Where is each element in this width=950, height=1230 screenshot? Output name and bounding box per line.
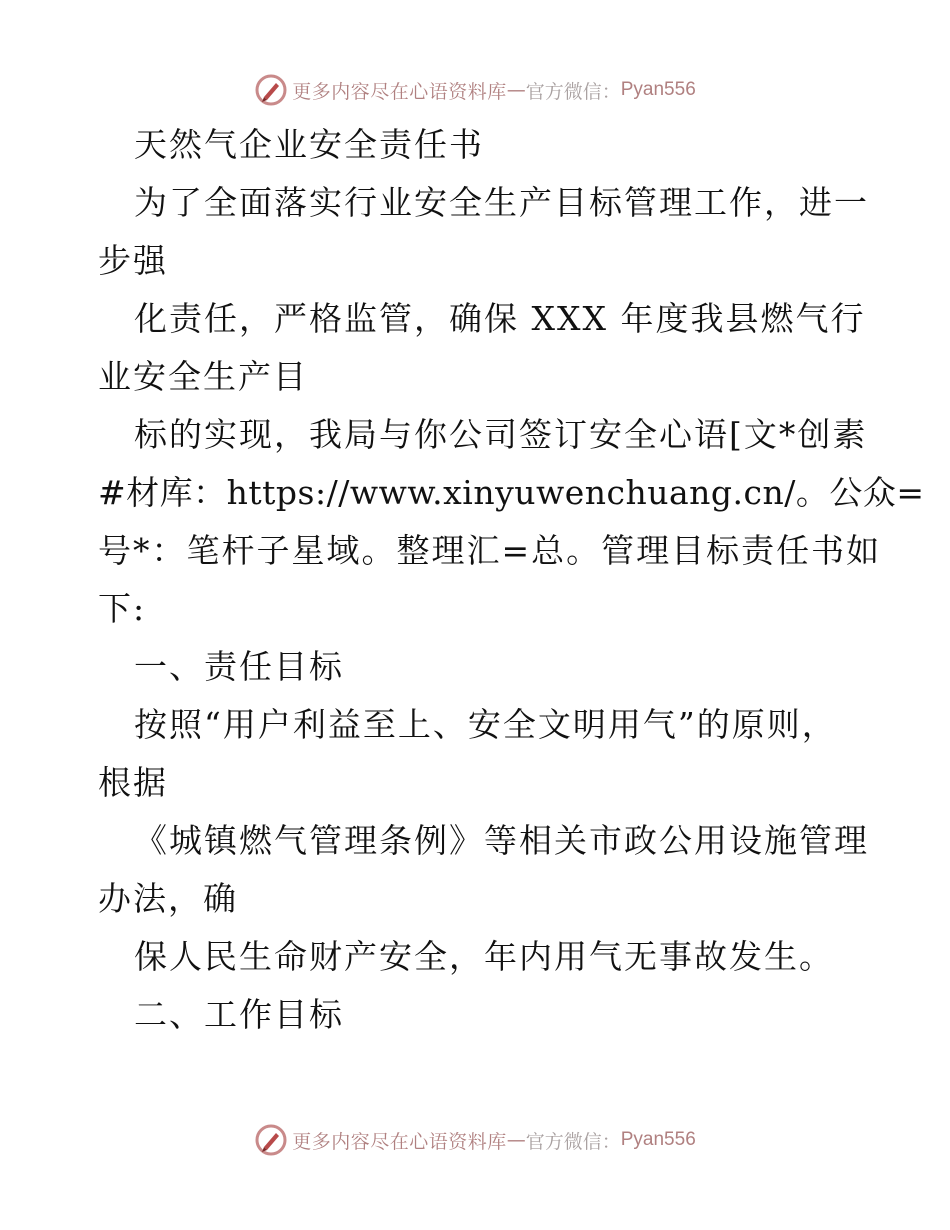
watermark-sub-text: 官方微信：: [525, 1130, 621, 1153]
document-body: [98, 116, 925, 1044]
watermark-main-text: 更多内容尽在心语资料库: [292, 80, 507, 103]
paragraph-line: 下:: [98, 589, 147, 628]
watermark-dash: —: [506, 1129, 526, 1151]
watermark-dash: —: [506, 79, 526, 101]
pen-logo-icon: [254, 1123, 288, 1157]
paragraph-line: 为了全面落实行业安全生产目标管理工作，进一: [134, 183, 869, 222]
section-heading: 二、工作目标: [134, 995, 344, 1034]
paragraph-line: 按照“用户利益至上、安全文明用气”的原则，: [134, 705, 837, 744]
paragraph-line: 保人民生命财产安全，年内用气无事故发生。: [134, 937, 834, 976]
paragraph-line: 根据: [98, 763, 168, 802]
pen-logo-icon: [254, 73, 288, 107]
paragraph-line: 《城镇燃气管理条例》等相关市政公用设施管理: [134, 821, 869, 860]
watermark-main-text: 更多内容尽在心语资料库: [292, 1130, 507, 1153]
section-heading: 一、责任目标: [134, 647, 344, 686]
watermark-wechat-id: Pyan556: [620, 79, 696, 100]
watermark-wechat-id: Pyan556: [620, 1129, 696, 1150]
header-watermark: [0, 70, 950, 110]
paragraph-line: 标的实现，我局与你公司签订安全心语[文*创素: [134, 415, 868, 454]
paragraph-line: 业安全生产目: [98, 357, 308, 396]
paragraph-line: #材库：https://www.xinyuwenchuang.cn/。公众=: [98, 473, 925, 512]
document-title: 天然气企业安全责任书: [134, 125, 484, 164]
paragraph-line: 办法，确: [98, 879, 238, 918]
paragraph-line: 化责任，严格监管，确保 XXX 年度我县燃气行: [134, 299, 866, 338]
watermark-sub-text: 官方微信：: [525, 80, 621, 103]
paragraph-line: 步强: [98, 241, 168, 280]
footer-watermark: [0, 1120, 950, 1160]
paragraph-line: 号*：笔杆子星域。整理汇=总。管理目标责任书如: [98, 531, 882, 570]
